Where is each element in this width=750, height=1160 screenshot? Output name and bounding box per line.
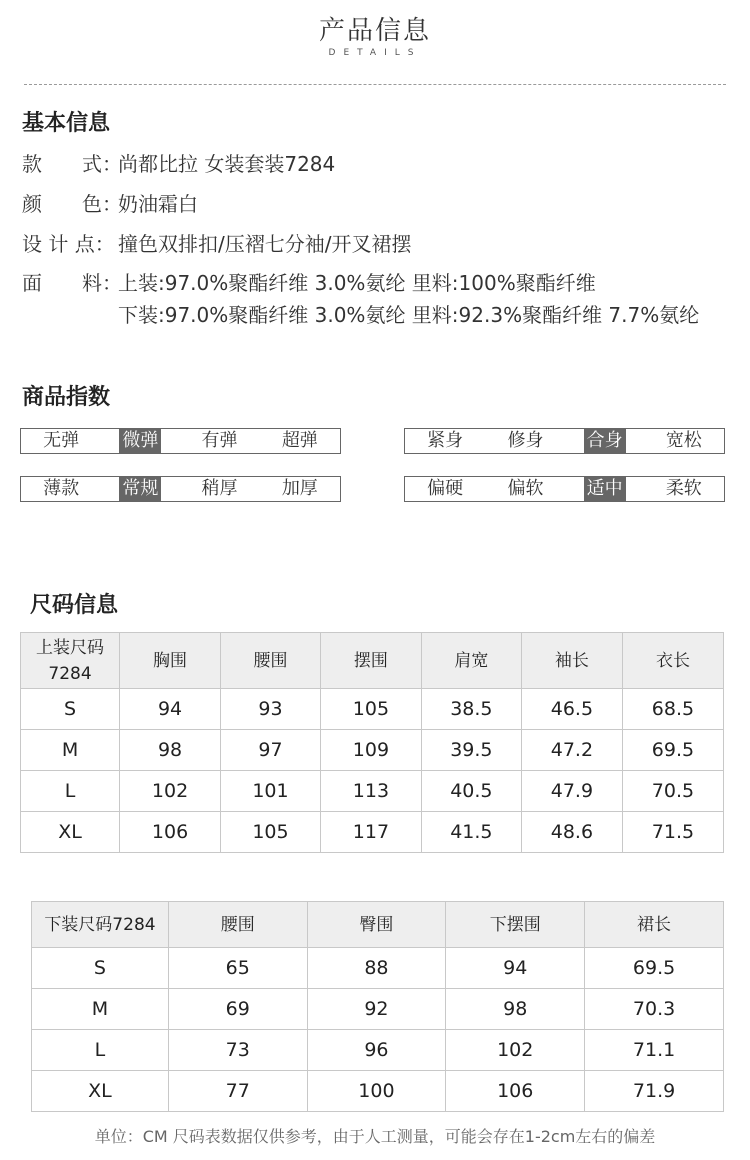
table-cell: 94 [120, 689, 221, 730]
table-cell: 69.5 [585, 948, 724, 989]
index-option: 常规 [119, 477, 161, 501]
index-box-thickness [20, 476, 341, 502]
table-row [32, 989, 724, 1030]
index-option: 合身 [584, 429, 626, 453]
table-cell: 39.5 [421, 730, 521, 771]
table-row [21, 812, 724, 853]
table-cell: 106 [446, 1071, 585, 1112]
table-cell: 92 [307, 989, 446, 1030]
table-header-cell: 摆围 [320, 633, 421, 689]
table-row [32, 1071, 724, 1112]
header-divider [24, 84, 726, 85]
table-cell: M [32, 989, 169, 1030]
table-cell: 102 [120, 771, 221, 812]
table-header-cell: 袖长 [521, 633, 622, 689]
index-option: 宽松 [665, 430, 702, 451]
table-cell: 96 [307, 1030, 446, 1071]
header-subtitle: DETAILS [328, 48, 422, 58]
table-cell: 105 [221, 812, 321, 853]
index-option: 微弹 [119, 429, 161, 453]
table-cell: 65 [168, 948, 307, 989]
info-label: 面 料： [22, 271, 122, 295]
index-box-fit [404, 428, 725, 454]
table-cell: 38.5 [421, 689, 521, 730]
table-cell: 46.5 [521, 689, 622, 730]
info-value: 尚都比拉 女装套装7284 [118, 152, 336, 176]
table-cell: 93 [221, 689, 321, 730]
table-cell: L [32, 1030, 169, 1071]
table-cell: 94 [446, 948, 585, 989]
index-option: 紧身 [427, 430, 464, 451]
index-option: 加厚 [281, 478, 318, 499]
table-cell: 98 [120, 730, 221, 771]
table-cell: 71.9 [585, 1071, 724, 1112]
table-row [21, 771, 724, 812]
table-cell: 100 [307, 1071, 446, 1112]
table-cell: 101 [221, 771, 321, 812]
info-value: 上装:97.0%聚酯纤维 3.0%氨纶 里料:100%聚酯纤维 [118, 271, 596, 295]
table-cell: L [21, 771, 120, 812]
table-cell: S [21, 689, 120, 730]
info-row-fabric [22, 267, 596, 296]
table-cell: 113 [320, 771, 421, 812]
table-header-cell: 上装尺码 7284 [21, 633, 120, 689]
table-row [32, 1030, 724, 1071]
bottom-size-table [31, 901, 724, 1112]
table-cell: 71.1 [585, 1030, 724, 1071]
table-cell: 77 [168, 1071, 307, 1112]
info-row-style [22, 148, 335, 177]
index-box-elasticity [20, 428, 341, 454]
table-header-cell: 臀围 [307, 902, 446, 948]
table-header-cell: 腰围 [221, 633, 321, 689]
table-row [21, 730, 724, 771]
table-cell: S [32, 948, 169, 989]
table-cell: 68.5 [622, 689, 723, 730]
table-cell: 102 [446, 1030, 585, 1071]
index-option: 修身 [507, 430, 544, 451]
header-title: 产品信息 [318, 16, 431, 46]
index-option: 超弹 [281, 430, 318, 451]
table-header-cell: 下摆围 [446, 902, 585, 948]
table-cell: 41.5 [421, 812, 521, 853]
table-row [32, 948, 724, 989]
info-label: 设 计 点： [22, 232, 115, 256]
table-cell: 73 [168, 1030, 307, 1071]
table-header-cell: 肩宽 [421, 633, 521, 689]
table-cell: 48.6 [521, 812, 622, 853]
basic-info-title: 基本信息 [22, 111, 111, 136]
index-option: 稍厚 [201, 478, 238, 499]
index-option: 有弹 [201, 430, 238, 451]
table-cell: 69 [168, 989, 307, 1030]
table-cell: XL [21, 812, 120, 853]
table-cell: 47.9 [521, 771, 622, 812]
index-option: 适中 [584, 477, 626, 501]
table-cell: 70.3 [585, 989, 724, 1030]
table-header-cell: 下装尺码7284 [32, 902, 169, 948]
table-header-row [32, 902, 724, 948]
table-cell: 97 [221, 730, 321, 771]
info-label: 颜 色： [22, 192, 122, 216]
table-cell: 106 [120, 812, 221, 853]
table-cell: 47.2 [521, 730, 622, 771]
info-row-fabric-2: 下装:97.0%聚酯纤维 3.0%氨纶 里料:92.3%聚酯纤维 7.7%氨纶 [118, 303, 700, 327]
index-option: 柔软 [665, 478, 702, 499]
indices-title: 商品指数 [22, 385, 111, 410]
table-cell: 105 [320, 689, 421, 730]
table-header-cell: 衣长 [622, 633, 723, 689]
table-header-row [21, 633, 724, 689]
table-header-cell: 腰围 [168, 902, 307, 948]
size-info-title: 尺码信息 [30, 593, 119, 618]
size-note: 单位：CM 尺码表数据仅供参考，由于人工测量，可能会存在1-2cm左右的偏差 [94, 1127, 656, 1146]
info-label: 款 式： [22, 152, 122, 176]
table-header-cell: 裙长 [585, 902, 724, 948]
table-cell: 69.5 [622, 730, 723, 771]
table-cell: 71.5 [622, 812, 723, 853]
table-cell: 88 [307, 948, 446, 989]
table-cell: 40.5 [421, 771, 521, 812]
table-cell: 98 [446, 989, 585, 1030]
table-cell: 117 [320, 812, 421, 853]
index-option: 偏硬 [427, 478, 464, 499]
table-row [21, 689, 724, 730]
index-option: 无弹 [43, 430, 80, 451]
table-cell: 70.5 [622, 771, 723, 812]
table-cell: M [21, 730, 120, 771]
info-value: 奶油霜白 [118, 192, 198, 216]
top-size-table [20, 632, 724, 853]
info-value: 撞色双排扣/压褶七分袖/开叉裙摆 [118, 232, 412, 256]
info-row-color [22, 188, 198, 217]
table-cell: XL [32, 1071, 169, 1112]
table-header-cell: 胸围 [120, 633, 221, 689]
index-option: 偏软 [507, 478, 544, 499]
table-cell: 109 [320, 730, 421, 771]
index-option: 薄款 [43, 478, 80, 499]
info-row-design [22, 228, 411, 257]
index-box-softness [404, 476, 725, 502]
